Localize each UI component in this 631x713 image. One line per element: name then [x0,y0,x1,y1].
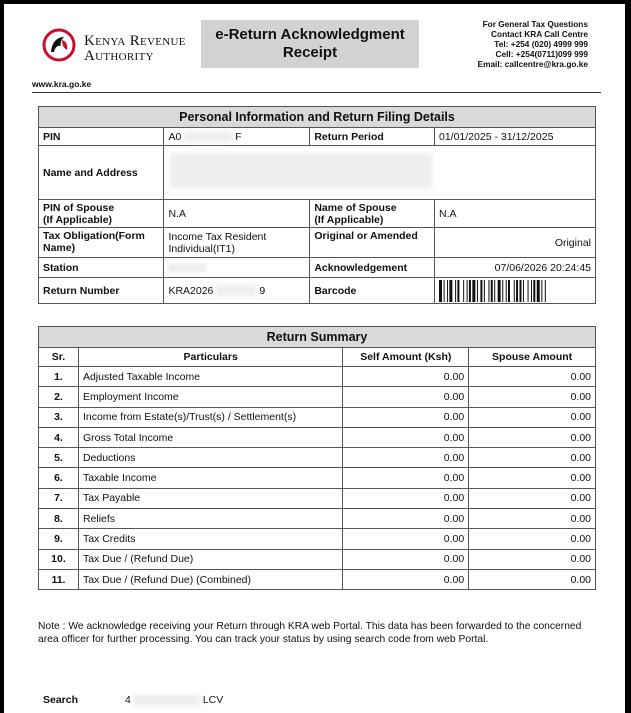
row-self-amount: 0.00 [343,488,469,508]
search-code-end: LCV [202,694,224,706]
station-label: Station [39,258,164,278]
barcode-bar [519,280,521,302]
barcode-bar [523,280,524,302]
barcode-bar [502,280,503,302]
return-period-label: Return Period [310,128,435,146]
barcode-cell [434,278,595,304]
name-address-value [164,146,596,200]
row-particular: Adjusted Taxable Income [78,367,342,387]
barcode-bar [469,280,471,302]
header-divider [32,92,601,93]
row-spouse-amount: 0.00 [469,488,596,508]
return-number-start: KRA2026 [168,284,214,297]
barcode-bar [463,280,464,302]
summary-row [39,448,596,468]
pin-spouse-label-line1: PIN of Spouse [43,201,115,214]
summary-rows [39,367,596,590]
row-sr: 9. [39,529,79,549]
personal-info-table [38,106,596,304]
redacted-block [216,285,256,296]
barcode-bar [449,280,452,302]
barcode-bar [491,280,493,302]
acknowledgement-value: 07/06/2026 20:24:45 [434,258,595,278]
col-spouse-amount: Spouse Amount [469,348,596,367]
redacted-block [133,695,201,706]
redacted-block [168,263,206,273]
row-spouse-amount: 0.00 [469,387,596,407]
row-sr: 11. [39,569,79,589]
org-name-line2: Authority [84,48,154,64]
row-particular: Deductions [78,448,342,468]
row-self-amount: 0.00 [343,549,469,569]
row-spouse-amount: 0.00 [469,569,596,589]
return-number-label: Return Number [39,278,164,304]
pin-spouse-label [39,200,164,228]
row-sr: 8. [39,509,79,529]
pin-label: PIN [39,128,164,146]
row-sr: 1. [39,367,79,387]
station-value [164,258,310,278]
barcode-bar [484,280,485,302]
pin-spouse-label-line2: (If Applicable) [43,213,113,226]
row-self-amount: 0.00 [343,427,469,447]
summary-row [39,468,596,488]
barcode-bar [541,280,542,302]
return-number-end: 9 [259,284,266,297]
row-self-amount: 0.00 [343,529,469,549]
barcode-bar [467,280,468,302]
barcode-bar [444,280,445,302]
row-particular: Gross Total Income [78,427,342,447]
name-spouse-label [310,200,435,228]
barcode-bar [439,280,442,302]
barcode-bar [498,280,501,302]
row-sr: 4. [39,427,79,447]
row-self-amount: 0.00 [343,407,469,427]
row-particular: Reliefs [78,509,342,529]
receipt-page [4,4,625,713]
summary-row [39,427,596,447]
contact-line: Contact KRA Call Centre [491,29,588,39]
name-address-label: Name and Address [39,146,164,200]
contact-line: Tel: +254 (020) 4999 999 [494,39,588,49]
row-spouse-amount: 0.00 [469,427,596,447]
contact-line: Cell: +254(0711)099 999 [495,49,588,59]
row-self-amount: 0.00 [343,367,469,387]
return-period-value: 01/01/2025 - 31/12/2025 [434,128,595,146]
redacted-block [184,131,232,142]
summary-row [39,488,596,508]
website-url: www.kra.go.ke [32,79,92,89]
row-self-amount: 0.00 [343,569,469,589]
barcode-icon [435,280,591,302]
pin-start: A0 [168,130,182,143]
row-spouse-amount: 0.00 [469,468,596,488]
original-amended-value: Original [434,228,595,258]
pin-spouse-value: N.A [164,200,310,228]
return-number-value [164,278,310,304]
col-particulars: Particulars [78,348,342,367]
row-self-amount: 0.00 [343,509,469,529]
row-spouse-amount: 0.00 [469,549,596,569]
barcode-bar [533,280,535,302]
acknowledgement-note: Note : We acknowledge receiving your Return through KRA web Portal. This data has been forwarded to the concerned area officer for further processing. You can track your status by using search code from web Portal. [38,621,582,645]
summary-row [39,549,596,569]
personal-info-heading: Personal Information and Return Filing Details [39,107,596,128]
row-sr: 5. [39,448,79,468]
barcode-bar [480,280,482,302]
barcode-bar [508,280,510,302]
barcode-bar [516,280,518,302]
summary-row [39,529,596,549]
row-particular: Tax Due / (Refund Due) [78,549,342,569]
contact-line: Email: callcentre@kra.go.ke [477,59,588,69]
return-summary-table [38,326,596,590]
row-sr: 7. [39,488,79,508]
row-particular: Tax Due / (Refund Due) (Combined) [78,569,342,589]
row-particular: Taxable Income [78,468,342,488]
col-sr: Sr. [39,348,79,367]
barcode-label: Barcode [310,278,435,304]
summary-row [39,367,596,387]
row-self-amount: 0.00 [343,468,469,488]
row-particular: Tax Credits [78,529,342,549]
barcode-bar [477,280,478,302]
barcode-bar [514,280,515,302]
barcode-bar [457,280,459,302]
kra-lion-logo-icon [42,28,76,62]
pin-end: F [235,130,242,143]
return-summary-heading: Return Summary [39,327,596,348]
row-spouse-amount: 0.00 [469,407,596,427]
row-spouse-amount: 0.00 [469,367,596,387]
row-particular: Employment Income [78,387,342,407]
barcode-bar [531,280,532,302]
barcode-bar [472,280,475,302]
barcode-bar [537,280,540,302]
barcode-bar [528,280,529,302]
contact-info [478,19,588,69]
pin-value [164,128,310,146]
original-amended-label: Original or Amended [310,228,435,258]
tax-obligation-label: Tax Obligation(Form Name) [39,228,164,258]
redacted-block [170,153,432,189]
tax-obligation-value: Income Tax Resident Individual(IT1) [164,228,310,258]
barcode-bar [447,280,448,302]
row-spouse-amount: 0.00 [469,529,596,549]
row-self-amount: 0.00 [343,448,469,468]
barcode-bar [455,280,456,302]
row-sr: 6. [39,468,79,488]
org-name [84,34,186,64]
row-particular: Income from Estate(s)/Trust(s) / Settlement(s) [78,407,342,427]
barcode-bar [545,280,546,302]
summary-row [39,387,596,407]
search-code [125,694,223,706]
row-spouse-amount: 0.00 [469,448,596,468]
summary-row [39,407,596,427]
acknowledgement-label: Acknowledgement [310,258,435,278]
row-sr: 3. [39,407,79,427]
barcode-bar [488,280,489,302]
name-spouse-label-line2: (If Applicable) [314,213,384,226]
contact-line: For General Tax Questions [482,19,588,29]
row-sr: 10. [39,549,79,569]
summary-row [39,509,596,529]
receipt-title-line2: Receipt [282,44,338,61]
receipt-title [201,20,419,68]
search-label: Search [43,694,79,706]
barcode-bar [506,280,507,302]
search-code-start: 4 [125,694,131,706]
receipt-title-line1: e-Return Acknowledgment [215,26,405,43]
row-self-amount: 0.00 [343,387,469,407]
summary-row [39,569,596,589]
name-spouse-value: N.A [434,200,595,228]
row-particular: Tax Payable [78,488,342,508]
org-name-line1: Kenya Revenue [84,33,186,49]
row-spouse-amount: 0.00 [469,509,596,529]
row-sr: 2. [39,387,79,407]
col-self-amount: Self Amount (Ksh) [343,348,469,367]
barcode-bar [494,280,495,302]
name-spouse-label-line1: Name of Spouse [314,201,397,214]
